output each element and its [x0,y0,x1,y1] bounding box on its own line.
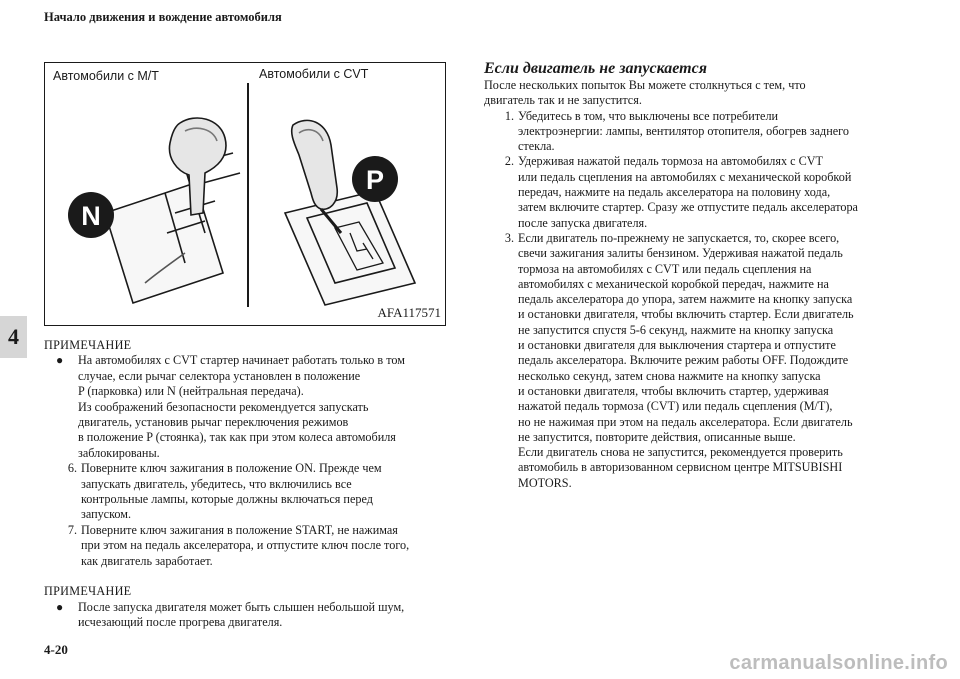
text-line: несколько секунд, затем снова нажмите на кнопку запуска [518,368,821,383]
text-line: и остановки двигателя для выключения стартера и отпустите [518,338,836,353]
page-header: Начало движения и вождение автомобиля [44,10,282,24]
step-text [77,461,454,523]
svg-text:P: P [365,165,385,195]
text-line: затем включите стартер. Сразу же отпустите педаль акселератора [518,200,858,215]
text-line: и остановки двигателя, чтобы включить стартер. Если двигатель [518,307,854,322]
item-number: 1. [504,108,514,123]
item-text [514,154,894,230]
text-line: и остановки двигателя, чтобы включить стартер, удерживая [518,383,829,398]
note-title: ПРИМЕЧАНИЕ [44,338,132,352]
text-line: или педаль сцепления на автомобилях с механической коробкой [518,169,852,184]
text-line: Поверните ключ зажигания в положение START, не нажимая [81,522,398,537]
chapter-tab: 4 [0,316,27,358]
note-text [68,353,454,461]
step-text [77,523,454,569]
text-line: После нескольких попыток Вы можете столкнуться с тем, что [484,78,806,92]
gear-lever-figure [44,62,446,326]
text-line: педаль акселератора. Включите режим работы OFF. Подождите [518,353,849,368]
figure-label-cvt: Автомобили с CVT [259,67,369,81]
text-line: электроэнергии: лампы, вентилятор отопителя, обогрев заднего [518,123,849,138]
text-line: при этом на педаль акселератора, и отпустите ключ после того, [81,538,410,553]
text-line: двигатель, установив рычаг переключения режимов [78,415,349,430]
text-line: Поверните ключ зажигания в положение ON. Прежде чем [81,461,382,476]
text-line: Если двигатель снова не запустится, рекомендуется проверить [518,445,843,460]
step-7 [44,523,454,569]
note-bullet [44,353,454,461]
text-line: Удерживая нажатой педаль тормоза на автомобилях с CVT [518,154,823,169]
list-item-3 [484,231,894,491]
item-text [514,231,894,491]
text-line: исчезающий после прогрева двигателя. [78,614,283,629]
text-line: двигатель так и не запустится. [484,93,642,108]
text-line: P (парковка) или N (нейтральная передача). [78,384,304,399]
bullet-icon: ● [56,599,64,614]
item-text [514,109,894,155]
text-line: Убедитесь в том, что выключены все потребители [518,108,779,123]
text-line: запуском. [81,507,132,522]
text-line: тормоза на автомобилях с CVT или педаль сцепления на [518,261,812,276]
bullet-icon: ● [56,353,64,368]
section-title: Если двигатель не запускается [484,60,707,77]
cvt-shifter-drawing [285,120,415,305]
step-number: 7. [67,522,77,537]
text-line: не запустится спустя 5-6 секунд, нажмите на кнопку запуска [518,322,834,337]
note-bullet [44,600,454,631]
text-line: педаль акселератора до упора, затем нажмите на кнопку запуска [518,292,853,307]
badge-n-icon [68,192,114,238]
text-line: как двигатель заработает. [81,553,213,568]
note-text [68,600,454,631]
text-line: Если двигатель по-прежнему не запускается, то, скорее всего, [518,230,840,245]
intro-text [484,78,894,109]
text-line: в положение P (стоянка), так как при этом колеса автомобиля [78,430,396,445]
note-title: ПРИМЕЧАНИЕ [44,584,132,599]
text-line: контрольные лампы, которые должны включаться перед [81,492,373,507]
text-line: автомобилях с механической коробкой передач, нажмите на [518,276,829,291]
text-line: передач, нажмите на педаль акселератора на половину хода, [518,185,831,200]
right-column [484,60,894,491]
text-line: свечи зажигания залиты бензином. Удерживая нажатой педаль [518,246,843,261]
figure-code: AFA117571 [377,305,441,320]
step-number: 6. [67,461,77,476]
page-number: 4-20 [44,642,68,657]
list-item-2 [484,154,894,230]
text-line: Из соображений безопасности рекомендуется запускать [78,399,369,414]
text-line: автомобиль в авторизованном сервисном центре MITSUBISHI [518,460,843,475]
text-line: не запустится, повторите действия, описанные выше. [518,429,796,444]
item-number: 2. [504,154,514,169]
watermark: carmanualsonline.info [729,652,948,674]
svg-text:N: N [81,201,101,231]
mt-shifter-drawing [105,118,240,303]
text-line: заблокированы. [78,445,160,460]
item-number: 3. [504,230,514,245]
figure-label-mt: Автомобили с M/T [53,69,159,83]
text-line: MOTORS. [518,475,572,490]
badge-p-icon [352,156,398,202]
text-line: На автомобилях с CVT стартер начинает работать только в том [78,353,405,368]
step-6 [44,461,454,523]
text-line: После запуска двигателя может быть слышен небольшой шум, [78,599,405,614]
text-line: случае, если рычаг селектора установлен в положение [78,368,361,383]
left-column [44,338,454,630]
text-line: запускать двигатель, убедитесь, что включились все [81,476,352,491]
list-item-1 [484,109,894,155]
text-line: нажатой педаль тормоза (CVT) или педаль сцепления (M/T), [518,399,833,414]
gear-lever-illustration [45,63,447,327]
text-line: после запуска двигателя. [518,215,648,230]
text-line: стекла. [518,139,555,154]
text-line: но не нажимая при этом на педаль акселератора. Если двигатель [518,414,853,429]
